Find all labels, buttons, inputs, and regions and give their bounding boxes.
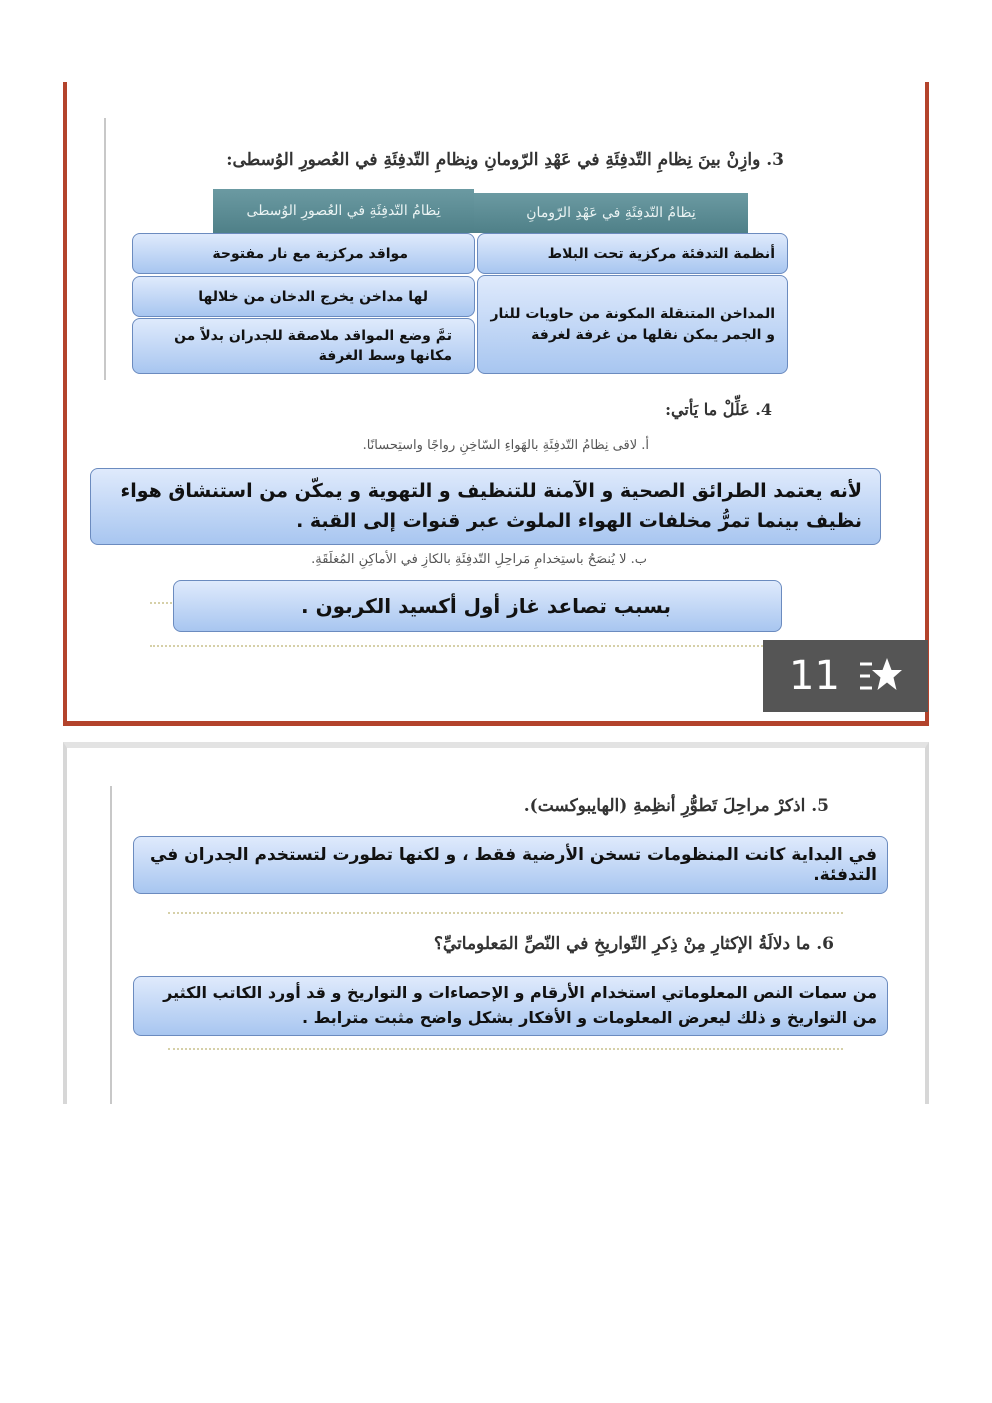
dotted-line (168, 1048, 843, 1050)
answer-6: من سمات النص المعلوماتي استخدام الأرقام و الإحصاءات و التواريخ و قد أورد الكاتب الكثير من التواريخ و ذلك ليعرض المعلومات و الأفكار بشكل واضح مثبت مترابط . (133, 976, 888, 1036)
roman-cell-2: المداخن المتنقلة المكونة من حاويات للنار و الجمر يمكن نقلها من غرفة لغرفة (477, 275, 788, 374)
page-1-margin-line (104, 118, 106, 380)
page-2-margin-line (110, 786, 112, 1104)
dotted-line (168, 912, 843, 914)
question-5: 5. اذكرْ مراحِلَ تَطوُّرِ أنظِمةِ (الهايبوكست). (523, 796, 829, 816)
question-3: 3. وازِنْ بينَ نِظامِ التّدفِئَةِ في عَهْدِ الرّومانِ ونِظامِ التّدفِئَةِ في العُصورِ الوُسطى: (226, 150, 784, 170)
question-6: 6. ما دلالَةُ الإكثارِ مِنْ ذِكرِ التّواريخِ في النّصِّ المَعلوماتيِّ؟ (433, 934, 834, 954)
dotted-line (150, 602, 172, 604)
question-4: 4. عَلِّلْ ما يَأتي: (665, 400, 772, 419)
question-4b: ب. لا يُنصَحُ باستِخدامِ مَراحِلِ التّدفِئَةِ بالكازِ في الأماكِنِ المُغلَقَةِ. (311, 552, 647, 567)
header-roman: نِظامُ التّدفِئَةِ في عَهْدِ الرّومانِ (474, 193, 748, 233)
dotted-line (150, 645, 763, 647)
medieval-cell-1: مواقد مركزية مع نار مفتوحة (132, 233, 475, 274)
page-number: 11 (789, 653, 840, 699)
answer-4a: لأنه يعتمد الطرائق الصحية و الآمنة للتنظيف و التهوية و يمكّن من استنشاق هواء نظيف بينما تمرُّ مخلفات الهواء الملوث عبر قنوات إلى القبة . (90, 468, 881, 545)
roman-cell-1: أنظمة التدفئة مركزية تحت البلاط (477, 233, 788, 274)
star-icon (858, 656, 902, 696)
medieval-cell-3: تمَّ وضع المواقد ملاصقة للجدران بدلاً من مكانها وسط الغرفة (132, 318, 475, 374)
question-4a: أ. لاقى نِظامُ التّدفِئَةِ بالهَواءِ السّاخِنِ رواجًا واستِحسانًا. (362, 438, 649, 453)
header-medieval: نِظامُ التّدفِئَةِ في العُصورِ الوُسطى (213, 189, 474, 233)
page-number-badge (763, 640, 928, 712)
medieval-cell-2: لها مداخن يخرج الدخان من خلالها (132, 276, 475, 317)
answer-5: في البداية كانت المنظومات تسخن الأرضية فقط ، و لكنها تطورت لتستخدم الجدران في التدفئة. (133, 836, 888, 894)
answer-4b: بسبب تصاعد غاز أول أكسيد الكربون . (173, 580, 782, 632)
